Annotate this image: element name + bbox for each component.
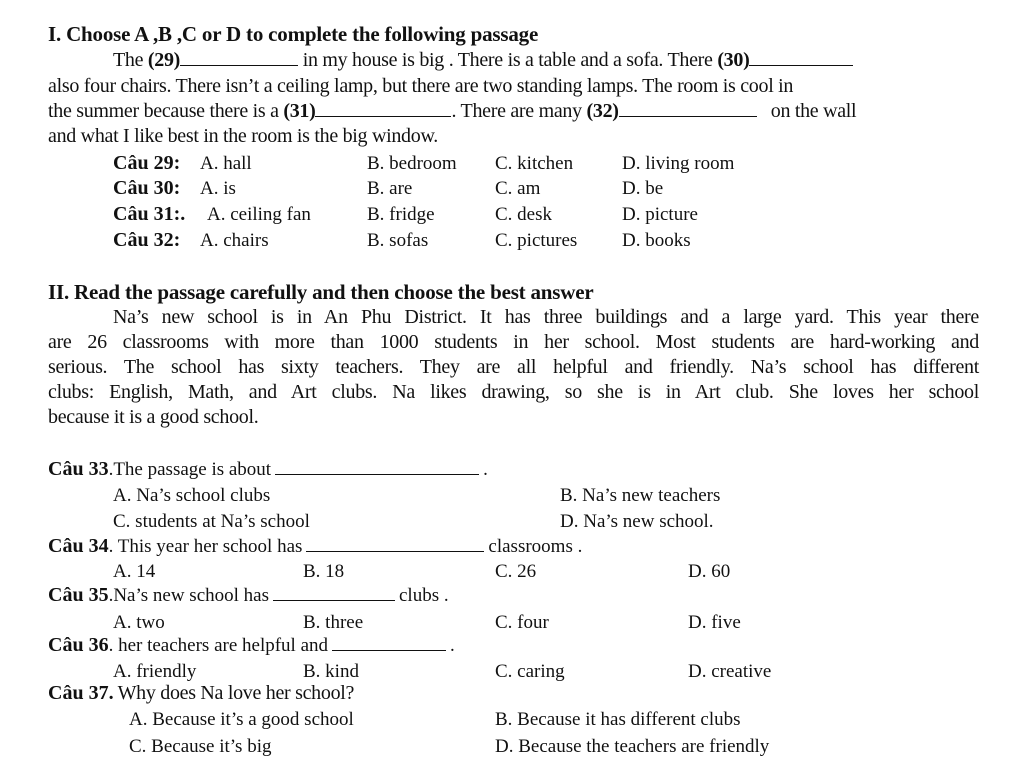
option-d[interactable]: D. living room: [622, 153, 735, 174]
passage-1-line-3: [48, 100, 856, 123]
question-number-31: (31): [283, 100, 316, 122]
passage-text: . There are many: [451, 100, 582, 122]
question-label: Câu 35: [48, 584, 109, 606]
blank-31: [315, 100, 451, 117]
blank-34: [306, 537, 484, 552]
passage-2-line-4: clubs: English, Math, and Art clubs. Na likes drawing, so she is in Art club. She loves her school: [48, 381, 979, 403]
option-a[interactable]: A. ceiling fan: [207, 204, 311, 225]
option-b[interactable]: B. bedroom: [367, 153, 457, 174]
question-label: Câu 31:.: [113, 203, 186, 225]
passage-2-line-3: serious. The school has sixty teachers. They are all helpful and friendly. Na’s school has different: [48, 356, 979, 378]
passage-2-line-5: because it is a good school.: [48, 406, 259, 428]
question-text: Why does Na love her school?: [117, 682, 355, 704]
option-a[interactable]: A. Na’s school clubs: [113, 485, 271, 506]
question-label: Câu 29:: [113, 152, 181, 174]
passage-text: in my house is big . There is a table and a sofa. There: [302, 49, 713, 71]
question-label: Câu 30:: [113, 177, 181, 199]
question-label: Câu 32:: [113, 229, 181, 251]
passage-text: The: [113, 49, 144, 71]
option-b[interactable]: B. kind: [303, 661, 359, 682]
question-number-30: (30): [717, 49, 750, 71]
blank-32: [619, 100, 757, 117]
option-c[interactable]: C. desk: [495, 204, 552, 225]
passage-text: the summer because there is a: [48, 100, 279, 122]
question-35-stem: [48, 584, 449, 607]
option-b[interactable]: B. three: [303, 612, 364, 633]
blank-36: [332, 636, 446, 651]
question-label: Câu 37.: [48, 682, 114, 704]
blank-35: [273, 586, 395, 601]
question-label: Câu 33: [48, 458, 109, 480]
question-33-stem: [48, 458, 488, 481]
question-text: . This year her school has: [108, 536, 303, 557]
option-b[interactable]: B. Na’s new teachers: [560, 485, 721, 506]
question-label: Câu 34: [48, 535, 109, 557]
option-b[interactable]: B. sofas: [367, 230, 429, 251]
option-a[interactable]: A. two: [113, 612, 165, 633]
passage-1-line-1: [113, 49, 853, 72]
option-c[interactable]: C. four: [495, 612, 549, 633]
section-2-heading: II. Read the passage carefully and then choose the best answer: [48, 280, 594, 304]
option-c[interactable]: C. caring: [495, 661, 565, 682]
option-d[interactable]: D. creative: [688, 661, 772, 682]
question-36-stem: [48, 634, 455, 657]
option-c[interactable]: C. pictures: [495, 230, 578, 251]
option-d[interactable]: D. 60: [688, 561, 731, 582]
passage-2-line-1: Na’s new school is in An Phu District. It has three buildings and a large yard. This year there: [113, 306, 979, 328]
option-a[interactable]: A. friendly: [113, 661, 197, 682]
question-text: . her teachers are helpful and: [108, 635, 329, 656]
question-end: classrooms .: [488, 536, 583, 557]
blank-29: [180, 49, 298, 66]
option-b[interactable]: B. fridge: [367, 204, 435, 225]
option-a[interactable]: A. is: [200, 178, 236, 199]
option-d[interactable]: D. five: [688, 612, 741, 633]
passage-text: on the wall: [770, 100, 857, 122]
question-37-stem: [48, 682, 354, 705]
section-1-heading: I. Choose A ,B ,C or D to complete the following passage: [48, 22, 539, 46]
option-d[interactable]: D. books: [622, 230, 691, 251]
option-c[interactable]: C. Because it’s big: [129, 736, 272, 757]
option-a[interactable]: A. Because it’s a good school: [129, 709, 354, 730]
question-label: Câu 36: [48, 634, 109, 656]
option-c[interactable]: C. students at Na’s school: [113, 511, 310, 532]
question-number-32: (32): [586, 100, 619, 122]
option-b[interactable]: B. Because it has different clubs: [495, 709, 741, 730]
option-a[interactable]: A. chairs: [200, 230, 269, 251]
option-a[interactable]: A. hall: [200, 153, 252, 174]
option-b[interactable]: B. are: [367, 178, 413, 199]
option-d[interactable]: D. Because the teachers are friendly: [495, 736, 770, 757]
question-end: .: [483, 459, 488, 480]
question-text: .Na’s new school has: [108, 585, 269, 606]
question-end: .: [450, 635, 455, 656]
option-b[interactable]: B. 18: [303, 561, 345, 582]
option-c[interactable]: C. am: [495, 178, 541, 199]
question-text: .The passage is about: [108, 459, 272, 480]
passage-2-line-2: are 26 classrooms with more than 1000 students in her school. Most students are hard-working and: [48, 331, 979, 353]
question-end: clubs .: [399, 585, 449, 606]
option-d[interactable]: D. picture: [622, 204, 698, 225]
option-c[interactable]: C. kitchen: [495, 153, 574, 174]
passage-1-line-4: and what I like best in the room is the big window.: [48, 125, 439, 147]
blank-30: [749, 49, 853, 66]
question-number-29: (29): [147, 49, 181, 71]
option-d[interactable]: D. be: [622, 178, 664, 199]
option-d[interactable]: D. Na’s new school.: [560, 511, 714, 532]
blank-33: [275, 460, 479, 475]
question-34-stem: [48, 535, 582, 558]
option-c[interactable]: C. 26: [495, 561, 537, 582]
passage-1-line-2: also four chairs. There isn’t a ceiling lamp, but there are two standing lamps. The room is cool in: [48, 75, 794, 97]
option-a[interactable]: A. 14: [113, 561, 156, 582]
